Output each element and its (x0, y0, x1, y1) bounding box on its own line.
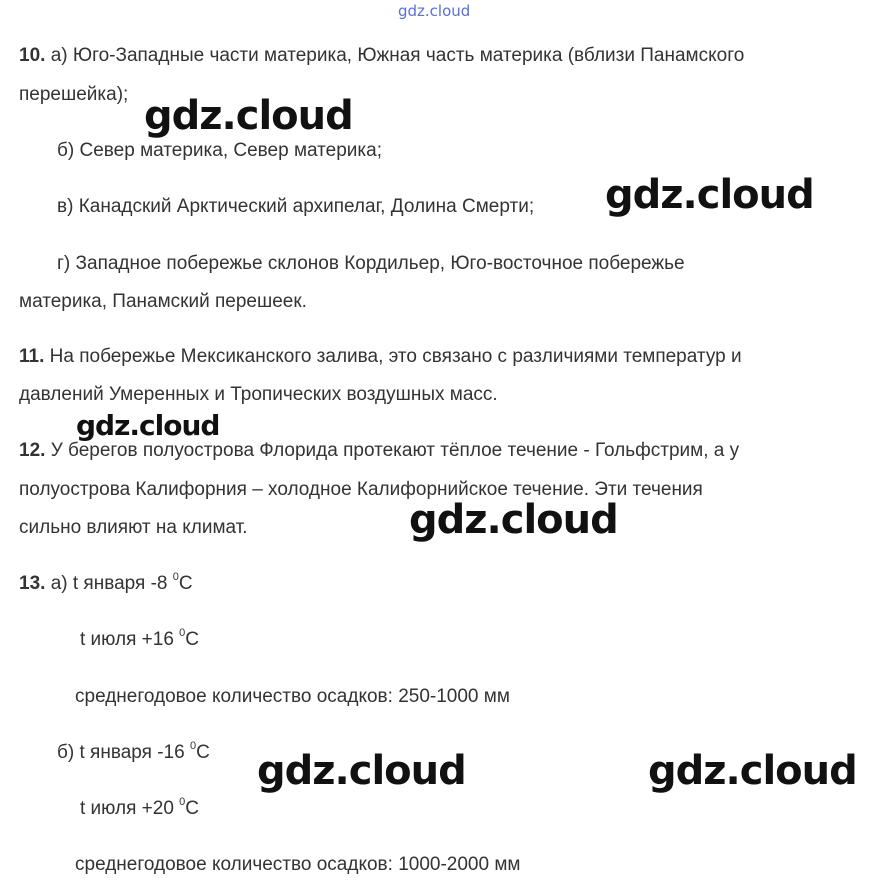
unit: С (196, 742, 210, 763)
degree-superscript: 0 (172, 571, 179, 583)
q13-a-jan-text: а) t января -8 (45, 573, 173, 594)
q11-number: 11. (19, 346, 45, 367)
degree-superscript: 0 (189, 740, 197, 752)
watermark: gdz.cloud (409, 497, 618, 543)
watermark: gdz.cloud (76, 409, 220, 442)
q13-a-precip: среднегодовое количество осадков: 250-1000 мм (75, 686, 510, 707)
q13-a-jul-text: t июля +16 (80, 629, 180, 650)
q10-g-line1: г) Западное побережье склонов Кордильер, Юго-восточное побережье (57, 253, 685, 274)
unit: С (185, 629, 200, 650)
watermark: gdz.cloud (648, 748, 857, 794)
degree-superscript: 0 (179, 627, 186, 639)
q13-a-jul (80, 628, 199, 652)
q12-line3: сильно влияют на климат. (19, 517, 248, 538)
q12-number: 12. (19, 440, 46, 461)
watermark: gdz.cloud (257, 748, 466, 794)
q13-a-jan (19, 572, 193, 596)
unit: С (178, 573, 193, 594)
q13-b-jul-text: t июля +20 (80, 798, 180, 819)
q13-number: 13. (19, 573, 46, 594)
q10-v: в) Канадский Арктический архипелаг, Долина Смерти; (57, 196, 535, 217)
q13-b-jan (57, 741, 210, 765)
watermark: gdz.cloud (144, 93, 353, 139)
q10-g-line2: материка, Панамский перешеек. (19, 291, 307, 312)
header-watermark: gdz.cloud (398, 2, 471, 20)
q11-line2: давлений Умеренных и Тропических воздушных масс. (19, 384, 498, 405)
degree-superscript: 0 (179, 796, 186, 808)
q10-a-line2: перешейка); (19, 84, 129, 105)
q10-b: б) Север материка, Север материка; (57, 140, 382, 161)
q10-a-line1 (19, 44, 744, 68)
watermark: gdz.cloud (605, 172, 814, 218)
q13-b-precip: среднегодовое количество осадков: 1000-2000 мм (75, 854, 521, 875)
q13-b-jul (80, 797, 199, 821)
q12-text: У берегов полуострова Флорида протекают тёплое течение - Гольфстрим, а у (45, 440, 740, 461)
q11-line1 (19, 345, 742, 369)
unit: С (185, 798, 200, 819)
q10-number: 10. (19, 45, 46, 66)
q12-line2: полуострова Калифорния – холодное Калифорнийское течение. Эти течения (19, 479, 703, 500)
q13-b-jan-text: б) t января -16 (57, 742, 190, 763)
q11-text: На побережье Мексиканского залива, это связано с различиями температур и (44, 346, 742, 367)
q10-a-text: а) Юго-Западные части материка, Южная часть материка (вблизи Панамского (45, 45, 745, 66)
